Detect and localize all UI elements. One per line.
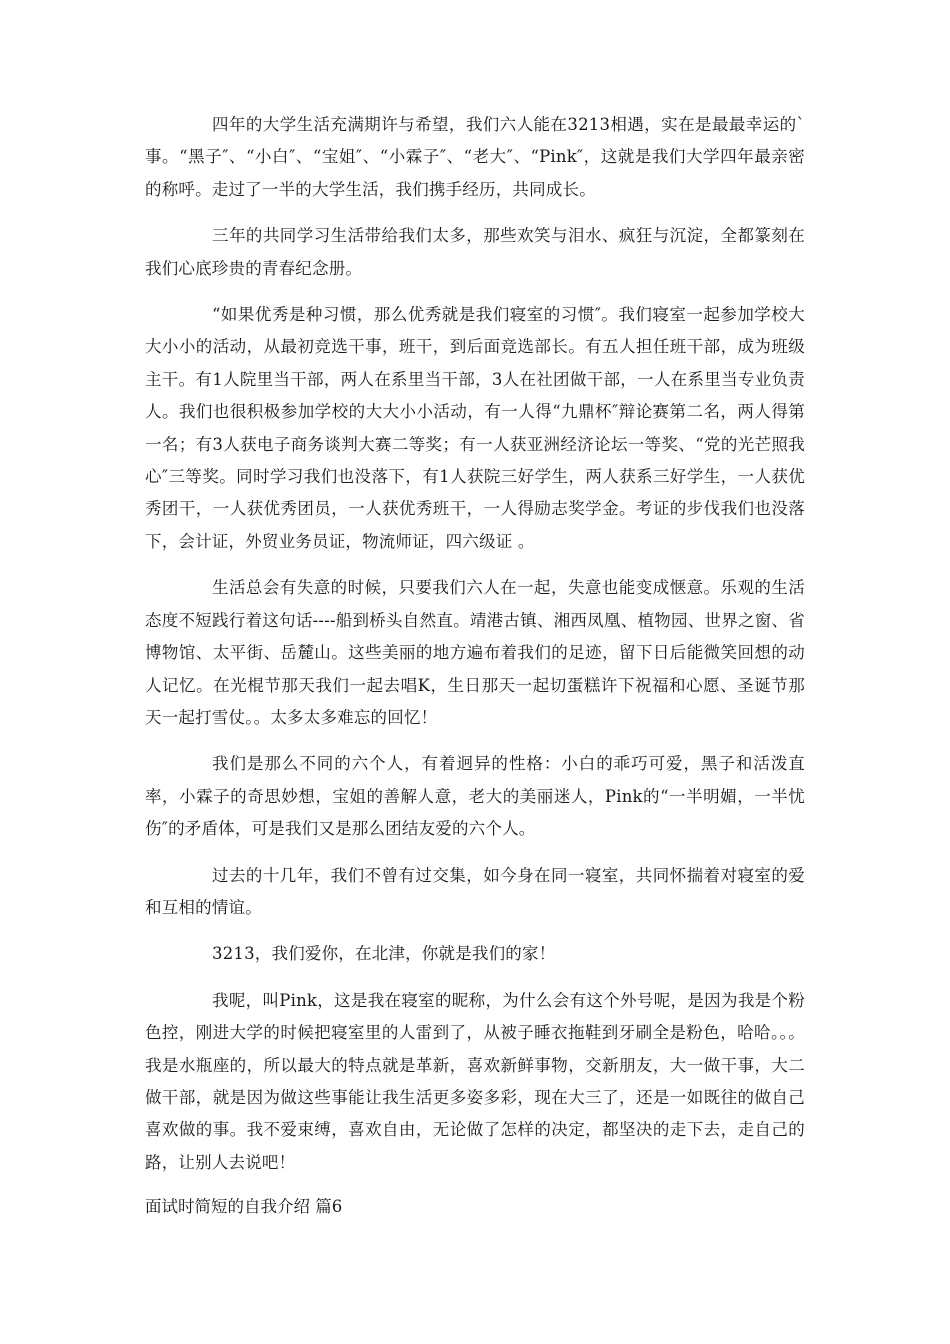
section-heading: 面试时简短的自我介绍 篇6 — [145, 1197, 343, 1217]
document-body — [145, 109, 805, 1224]
paragraph-three-years: 三年的共同学习生活带给我们太多，那些欢笑与泪水、疯狂与沉淀，全都篆刻在我们心底珍贵的青春纪念册。 — [145, 226, 805, 278]
paragraph-six-personalities: 我们是那么不同的六个人，有着迥异的性格：小白的乖巧可爱，黑子和活泼直率，小霖子的奇思妙想，宝姐的善解人意，老大的美丽迷人，Pink的“一半明媚，一半忧伤″的矛盾体，可是我们又是那么团结友爱的六个人。 — [145, 754, 805, 839]
paragraph-pink-self-intro: 我呢，叫Pink，这是我在寝室的昵称，为什么会有这个外号呢，是因为我是个粉色控，刚进大学的时候把寝室里的人雷到了，从被子睡衣拖鞋到牙刷全是粉色，哈哈。。。我是水瓶座的，所以最大的特点就是革新，喜欢新鲜事物，交新朋友，大一做干事，大二做干部，就是因为做这些事能让我生活更多姿多彩，现在大三了，还是一如既往的做自己喜欢做的事。我不爱束缚，喜欢自由，无论做了怎样的决定，都坚决的走下去，走自己的路，让别人去说吧！ — [145, 990, 805, 1172]
paragraph-excellence-habit: “如果优秀是种习惯，那么优秀就是我们寝室的习惯″。我们寝室一起参加学校大大小小的活动，从最初竞选干事，班干，到后面竞选部长。有五人担任班干部，成为班级主干。有1人院里当干部，两人在系里当干部，3人在社团做干部，一人在系里当专业负责人。我们也很积极参加学校的大大小小活动，有一人得“九鼎杯″辩论赛第二名，两人得第一名；有3人获电子商务谈判大赛二等奖；有一人获亚洲经济论坛一等奖、“党的光芒照我心″三等奖。同时学习我们也没落下，有1人获院三好学生，两人获系三好学生，一人获优秀团干，一人获优秀团员，一人获优秀班干，一人得励志奖学金。考证的步伐我们也没落下，会计证，外贸业务员证，物流师证，四六级证 。 — [145, 305, 805, 551]
paragraph-past-years: 过去的十几年，我们不曾有过交集，如今身在同一寝室，共同怀揣着对寝室的爱和互相的情谊。 — [145, 865, 805, 917]
paragraph-dorm-home: 3213，我们爱你，在北津，你就是我们的家！ — [212, 944, 556, 964]
paragraph-roommates-intro: 四年的大学生活充满期许与希望，我们六人能在3213相遇，实在是最最幸运的`事。“黑子″、“小白″、“宝姐″、“小霖子″、“老大″、“Pink″，这就是我们大学四年最亲密的称呼。走过了一半的大学生活，我们携手经历，共同成长。 — [145, 115, 805, 199]
paragraph-life-memories: 生活总会有失意的时候，只要我们六人在一起，失意也能变成惬意。乐观的生活态度不短践行着这句话----船到桥头自然直。靖港古镇、湘西凤凰、植物园、世界之窗、省博物馆、太平街、岳麓山。这些美丽的地方遍布着我们的足迹，留下日后能微笑回想的动人记忆。在光棍节那天我们一起去唱K，生日那天一起切蛋糕许下祝福和心愿、圣诞节那天一起打雪仗。。太多太多难忘的回忆！ — [145, 578, 805, 727]
